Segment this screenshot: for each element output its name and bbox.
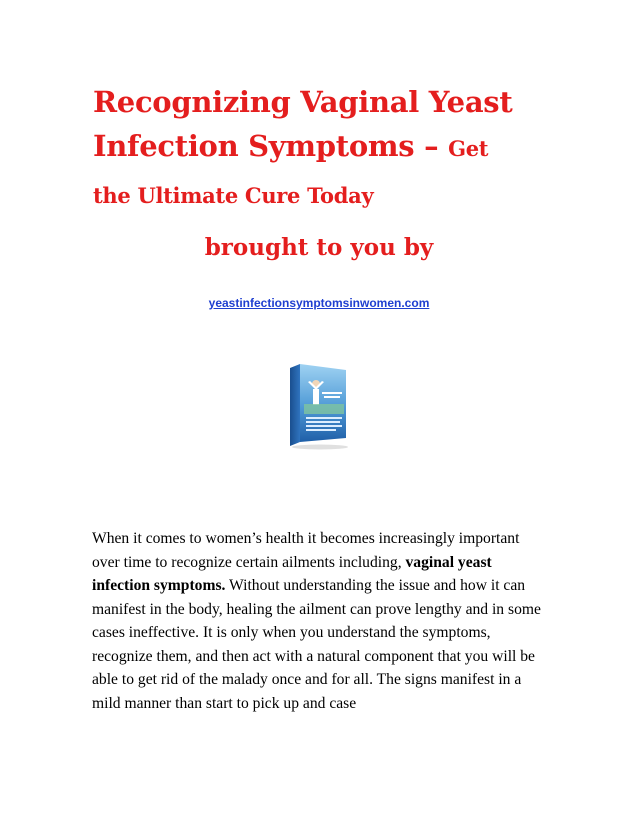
body-paragraph (92, 527, 542, 715)
title-line-2: Infection Symptoms – (93, 129, 449, 163)
body-text-start: When it comes to women’s health it becomes increasingly important over time to recognize certain ailments including, (92, 530, 520, 571)
title-line-1: Recognizing Vaginal Yeast (93, 85, 513, 119)
title-line-2-small: Get (448, 136, 489, 161)
body-text-bold: vaginal yeast infection symptoms. (92, 553, 492, 594)
body-text-rest: Without understanding the issue and how it can manifest in the body, healing the ailment can prove lengthy and in some cases ineffective. It is only when you understand the symptoms, recognize them, and then act with a natural component that you will be able to get rid of the malady once and for all. The signs manifest in a mild manner than start to pick up and case (92, 577, 541, 712)
title-line-3: the Ultimate Cure Today (93, 183, 374, 208)
page-title (93, 80, 563, 218)
site-link[interactable]: yeastinfectionsymptomsinwomen.com (208, 296, 430, 310)
ebook-cover-image (286, 362, 356, 450)
byline: brought to you by (204, 234, 434, 261)
